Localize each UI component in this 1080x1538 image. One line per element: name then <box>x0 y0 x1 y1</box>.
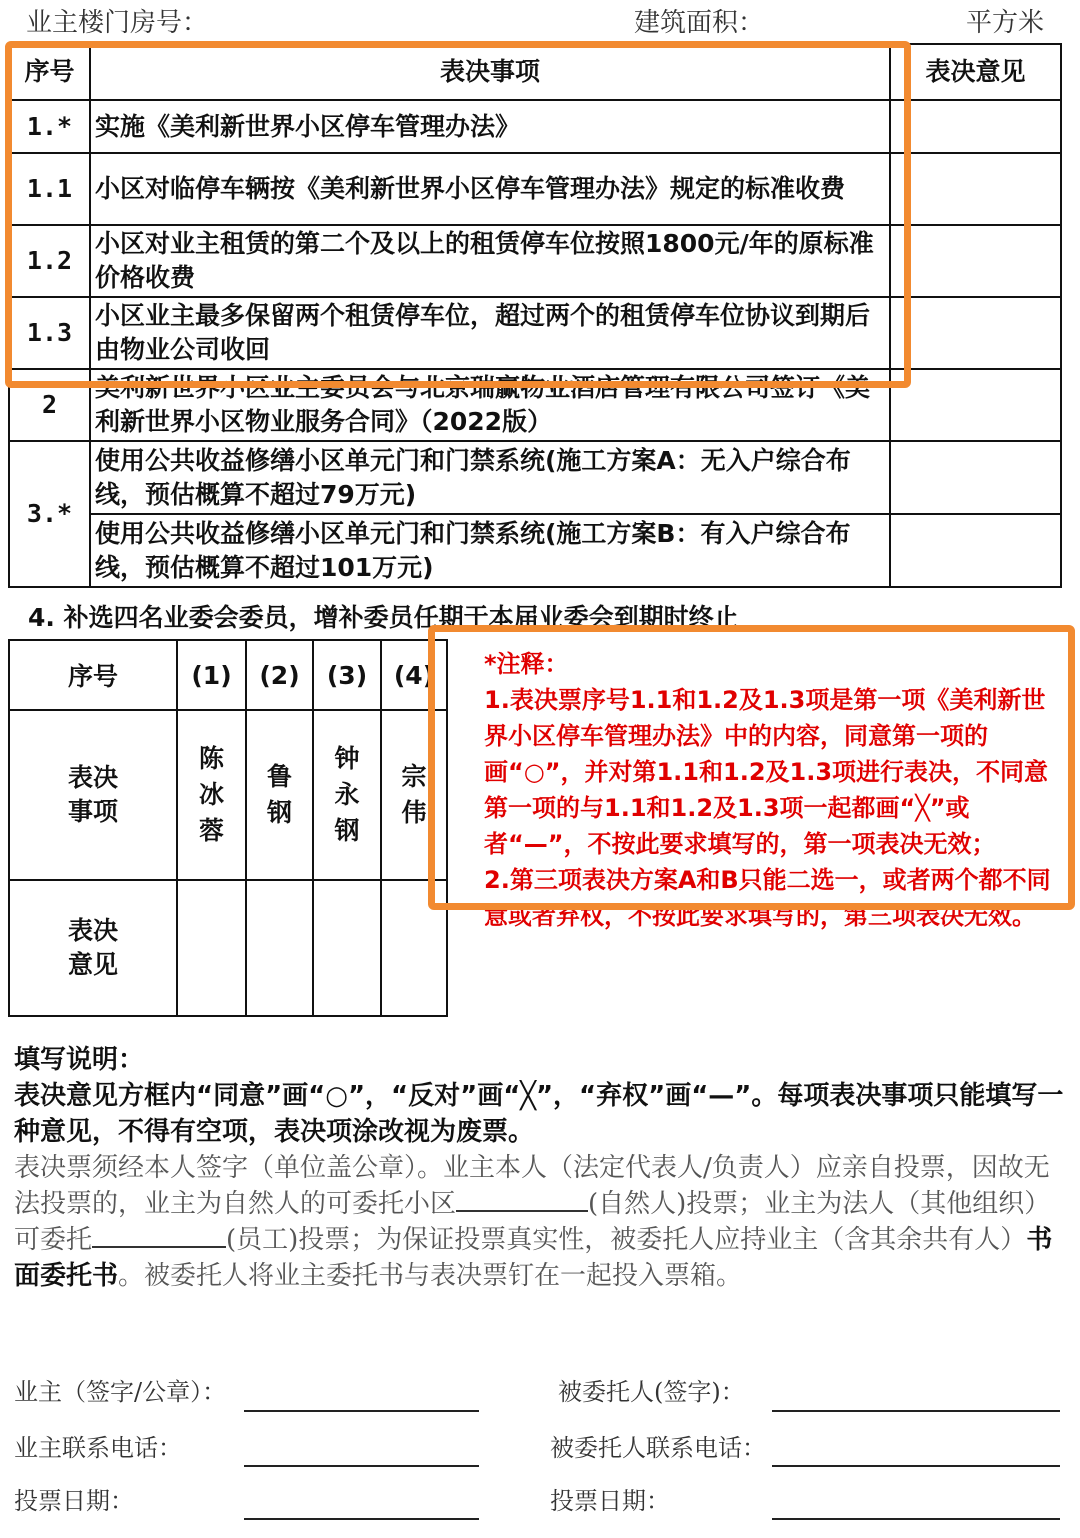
row-item-text: 美利新世界小区业主委员会与北京瑞赢物业酒店管理有限公司签订《美利新世界小区物业服务合同》（2022版） <box>90 369 890 441</box>
highlight-box-parking-items <box>5 41 911 388</box>
candidate-no: (4) <box>381 640 447 710</box>
row-item-text: 小区对临停车辆按《美利新世界小区停车管理办法》规定的标准收费 <box>90 153 890 225</box>
instructions-block <box>14 1042 1064 1294</box>
table-row <box>9 514 1061 587</box>
candidate-name: 钟永钢 <box>334 744 360 845</box>
instructions-text-bold: 书面委托书 <box>14 1225 1053 1291</box>
owner-date-label: 投票日期： <box>14 1487 134 1515</box>
note-paragraph-2: 2.第三项表决方案A和B只能二选一，或者两个都不同意或者弃权，不按此要求填写的，第三项表决无效。 <box>484 866 1051 930</box>
candidate-opinion-box[interactable] <box>313 880 381 1016</box>
row-label-opinion <box>9 880 177 1016</box>
row-item-text: 使用公共收益修缮小区单元门和门禁系统(施工方案B：有入户综合布线，预估概算不超过101万元) <box>90 514 890 587</box>
owner-sign-label: 业主（签字/公章）： <box>14 1378 227 1406</box>
proxy-sign-line[interactable] <box>772 1410 1060 1412</box>
owner-date-line[interactable] <box>244 1518 479 1520</box>
proxy-blank-natural[interactable] <box>456 1186 588 1212</box>
row-number: 1.2 <box>9 225 90 297</box>
note-title: *注释： <box>484 650 569 678</box>
candidate-name-cell <box>313 710 381 880</box>
note-paragraph-1: 1.表决票序号1.1和1.2及1.3项是第一项《美利新世界小区停车管理办法》中的内容，同意第一项的画“○”，并对第1.1和1.2及1.3项进行表决，不同意第一项的与1.1和1.2及1.3项一起都画“╳”或者“—”，不按此要求填写的，第一项表决无效； <box>484 686 1049 858</box>
col-header-item: 表决事项 <box>90 44 890 100</box>
highlight-box-note <box>428 625 1075 910</box>
row-item-text: 使用公共收益修缮小区单元门和门禁系统(施工方案A：无入户综合布线，预估概算不超过79万元) <box>90 441 890 514</box>
col-header-no: 序号 <box>9 44 90 100</box>
owner-phone-label: 业主联系电话： <box>14 1434 182 1462</box>
proxy-date-label: 投票日期： <box>550 1487 670 1515</box>
candidate-opinion-row <box>9 880 447 1016</box>
candidate-no: (3) <box>313 640 381 710</box>
candidate-name: 宗伟 <box>401 762 427 827</box>
row-number: 2 <box>9 369 90 441</box>
row-number: 1.* <box>9 100 90 153</box>
proxy-sign-label: 被委托人(签字)： <box>558 1378 745 1406</box>
row-item-text: 实施《美利新世界小区停车管理办法》 <box>90 100 890 153</box>
candidate-name-cell <box>246 710 313 880</box>
candidate-name-cell <box>177 710 246 880</box>
candidate-no: (2) <box>246 640 313 710</box>
row-item-text: 小区对业主租赁的第二个及以上的租赁停车位按照1800元/年的原标准价格收费 <box>90 225 890 297</box>
instructions-text-4: 。被委托人将业主委托书与表决票钉在一起投入票箱。 <box>118 1261 743 1291</box>
candidate-opinion-box[interactable] <box>177 880 246 1016</box>
row-label-item <box>9 710 177 880</box>
instructions-text-1: 表决票须经本人签字（单位盖公章）。业主本人（法定代表人/负责人）应亲自投票，因故无法投票的，业主为自然人的可委托小区 <box>14 1153 1050 1219</box>
proxy-blank-staff[interactable] <box>92 1222 226 1248</box>
row-number: 3.* <box>9 441 90 587</box>
proxy-phone-label: 被委托人联系电话： <box>550 1434 766 1462</box>
proxy-phone-line[interactable] <box>772 1465 1060 1467</box>
candidate-opinion-box[interactable] <box>246 880 313 1016</box>
owner-phone-line[interactable] <box>244 1465 479 1467</box>
room-number-label: 业主楼门房号： <box>26 8 209 38</box>
row-label-item-text: 表决事项 <box>67 763 118 826</box>
area-unit-label: 平方米 <box>966 8 1045 38</box>
owner-sign-line[interactable] <box>244 1410 479 1412</box>
instructions-bold-text: 表决意见方框内“同意”画“○”，“反对”画“╳”，“弃权”画“—”。每项表决事项只能填写一种意见，不得有空项，表决项涂改视为废票。 <box>14 1081 1064 1147</box>
row-item-text: 小区业主最多保留两个租赁停车位，超过两个的租赁停车位协议到期后由物业公司收回 <box>90 297 890 369</box>
row-number: 1.1 <box>9 153 90 225</box>
opinion-box[interactable] <box>890 153 1061 225</box>
candidate-name-row <box>9 710 447 880</box>
candidate-no: (1) <box>177 640 246 710</box>
instructions-body <box>14 1150 1064 1294</box>
instructions-heading: 填写说明： <box>14 1045 145 1075</box>
opinion-box[interactable] <box>890 369 1061 441</box>
proxy-date-line[interactable] <box>772 1518 1060 1520</box>
candidate-table <box>8 639 448 1017</box>
table-row <box>9 441 1061 514</box>
row-label-no: 序号 <box>9 640 177 710</box>
candidate-name: 鲁钢 <box>266 762 292 827</box>
candidate-no-row <box>9 640 447 710</box>
instructions-text-2: (自然人)投票；业主为法人（其他组织）可委托 <box>14 1189 1051 1255</box>
candidate-name: 陈冰蓉 <box>198 744 224 845</box>
opinion-box[interactable] <box>890 100 1061 153</box>
opinion-box[interactable] <box>890 514 1061 587</box>
opinion-box[interactable] <box>890 297 1061 369</box>
opinion-box[interactable] <box>890 441 1061 514</box>
building-area-label: 建筑面积： <box>634 8 765 38</box>
row-label-opinion-text: 表决意见 <box>67 916 118 979</box>
item4-title: 4. 补选四名业委会委员，增补委员任期于本届业委会到期时终止 <box>28 603 739 632</box>
opinion-box[interactable] <box>890 225 1061 297</box>
instructions-text-3: (员工)投票；为保证投票真实性，被委托人应持业主（含其余共有人） <box>226 1225 1027 1255</box>
row-number: 1.3 <box>9 297 90 369</box>
col-header-opinion: 表决意见 <box>890 44 1061 100</box>
